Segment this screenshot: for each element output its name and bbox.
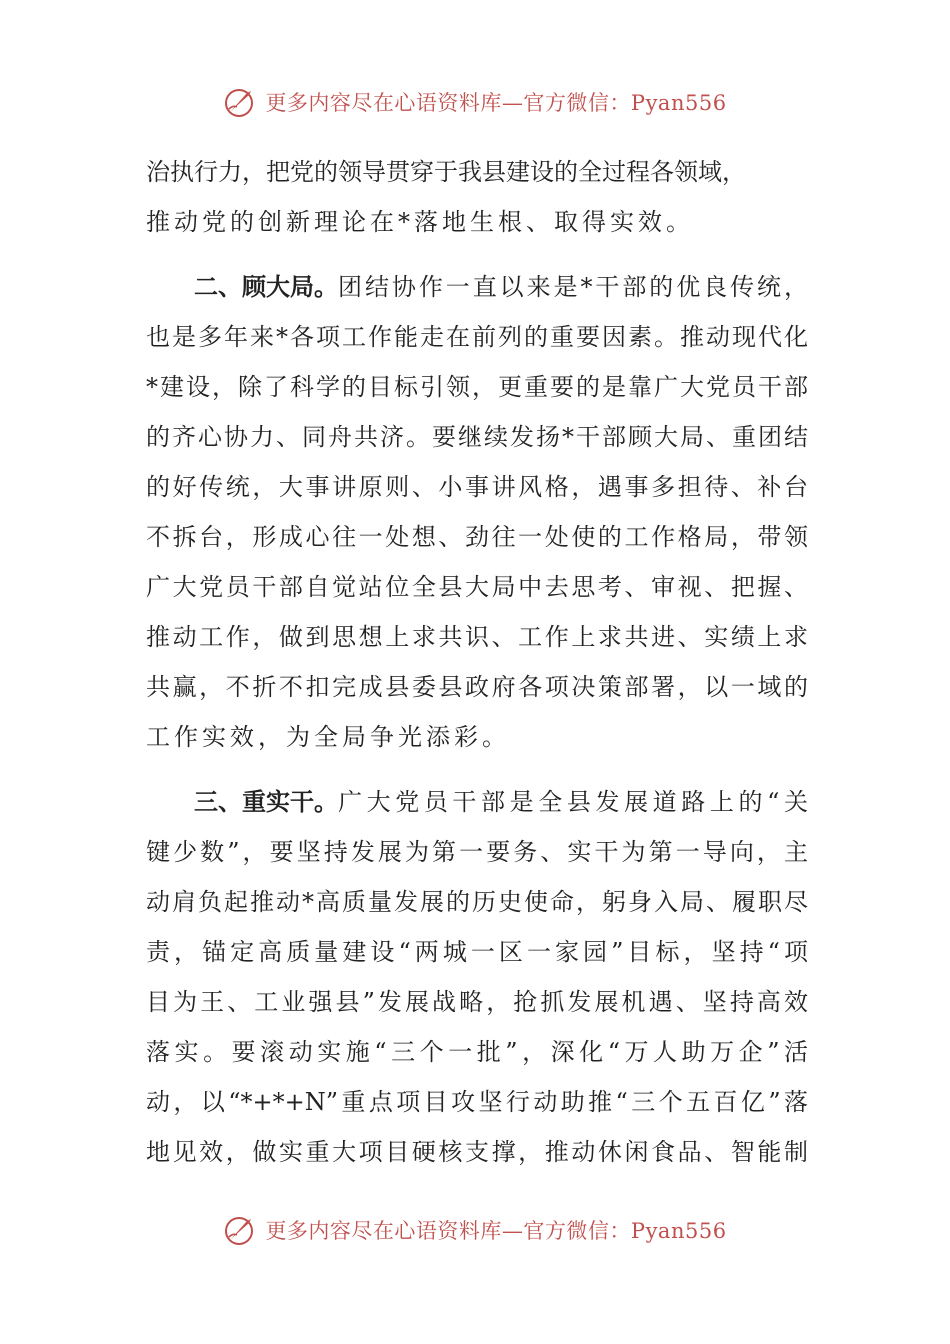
text-line: 二、顾大局。 团结协作一直以来是*干部的优良传统，	[146, 262, 808, 312]
text-line: 工作实效，为全局争光添彩。	[146, 723, 510, 751]
text-line: 推动工作，做到思想上求共识、工作上求共进、实绩上求	[146, 623, 808, 651]
text-line: 动肩负起推动*高质量发展的历史使命，躬身入局、履职尽	[146, 888, 808, 916]
text-line: 广大党员干部自觉站位全县大局中去思考、审视、把握、	[146, 573, 808, 601]
text-line: 动，以“*+*+N”重点项目攻坚行动助推“三个五百亿”落	[146, 1088, 808, 1116]
paragraph	[146, 777, 808, 1177]
text-line: 共赢，不折不扣完成县委县政府各项决策部署，以一域的	[146, 673, 808, 701]
quill-pen-icon	[223, 1213, 257, 1247]
section-heading: 二、顾大局。	[194, 272, 338, 301]
text-line: 的好传统，大事讲原则、小事讲风格，遇事多担待、补台	[146, 473, 808, 501]
text-line: 目为王、工业强县”发展战略，抢抓发展机遇、坚持高效	[146, 988, 808, 1016]
section-heading: 三、重实干。	[194, 787, 338, 816]
quill-pen-icon	[223, 85, 257, 119]
text-line: 责，锚定高质量建设“两城一区一家园”目标，坚持“项	[146, 938, 808, 966]
text-line: 键少数”，要坚持发展为第一要务、实干为第一导向，主	[146, 838, 808, 866]
banner-text: 更多内容尽在心语资料库—官方微信：Pyan556	[265, 1219, 727, 1243]
text-line: 的齐心协力、同舟共济。要继续发扬*干部顾大局、重团结	[146, 423, 808, 451]
banner-text: 更多内容尽在心语资料库—官方微信：Pyan556	[265, 91, 727, 115]
text-line: 治执行力，把党的领导贯穿于我县建设的全过程各领域，	[146, 158, 746, 186]
header-banner	[0, 80, 950, 124]
footer-banner	[0, 1208, 950, 1252]
document-body	[146, 147, 808, 1177]
text-line: 也是多年来*各项工作能走在前列的重要因素。推动现代化	[146, 323, 808, 351]
text-line: 三、重实干。 广大党员干部是全县发展道路上的“关	[146, 777, 808, 827]
paragraph	[146, 147, 808, 247]
text-line: 不拆台，形成心往一处想、劲往一处使的工作格局，带领	[146, 523, 808, 551]
text-line: 地见效，做实重大项目硬核支撑，推动休闲食品、智能制	[146, 1138, 808, 1166]
text-line: *建设，除了科学的目标引领，更重要的是靠广大党员干部	[146, 373, 808, 401]
text-line: 落实。要滚动实施“三个一批”，深化“万人助万企”活	[146, 1038, 808, 1066]
paragraph	[146, 262, 808, 762]
text-line: 推动党的创新理论在*落地生根、取得实效。	[146, 208, 694, 236]
